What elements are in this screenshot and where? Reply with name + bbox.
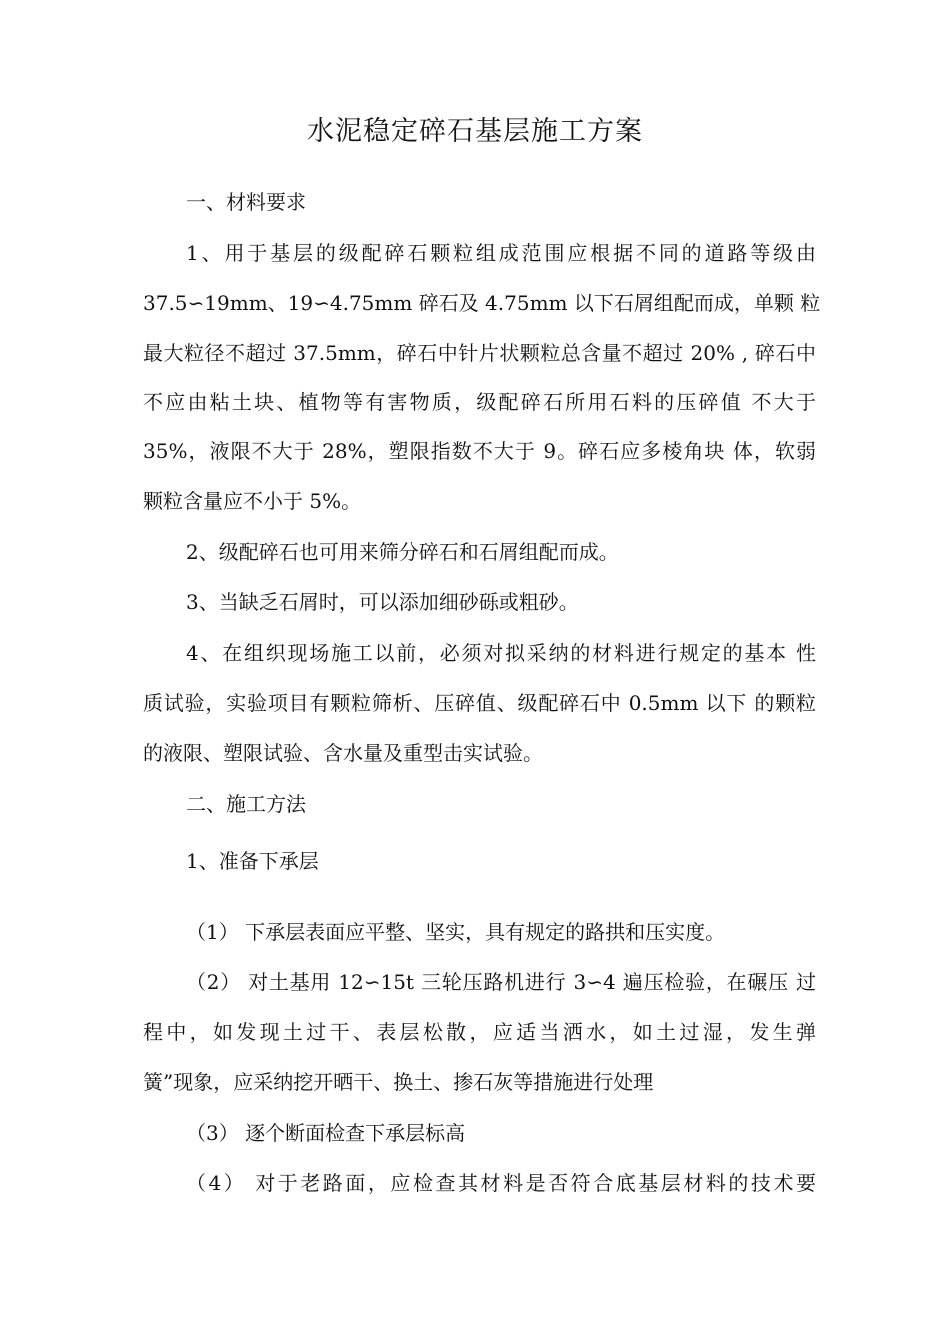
paragraph-line: 颗粒含量应不小于 5%。	[143, 489, 362, 513]
paragraph-line: 簧”现象，应采纳挖开晒干、换土、掺石灰等措施进行处理	[143, 1070, 654, 1094]
list-item: （4） 对于老路面，应检查其材料是否符合底基层材料的技术要	[186, 1171, 816, 1195]
paragraph-line: 的液限、塑限试验、含水量及重型击实试验。	[143, 741, 543, 765]
section-heading-methods: 二、施工方法	[186, 792, 306, 816]
paragraph-line: 37.5∽19mm、19∽4.75mm 碎石及 4.75mm 以下石屑组配而成，单颗 粒	[143, 291, 821, 315]
paragraph-line: 4、在组织现场施工以前，必须对拟采纳的材料进行规定的基本 性	[186, 641, 816, 665]
paragraph-line: 3、当缺乏石屑时，可以添加细砂砾或粗砂。	[186, 590, 579, 614]
paragraph-line: 1、用于基层的级配碎石颗粒组成范围应根据不同的道路等级由	[186, 241, 816, 265]
paragraph-line: 35%，液限不大于 28%，塑限指数不大于 9。碎石应多棱角块 体，软弱	[143, 439, 816, 463]
paragraph-line: 程中，如发现土过干、表层松散，应适当洒水，如土过湿，发生弹	[143, 1020, 816, 1044]
paragraph-line: 2、级配碎石也可用来筛分碎石和石屑组配而成。	[186, 540, 619, 564]
section-heading-materials: 一、材料要求	[186, 190, 306, 214]
list-item: （1） 下承层表面应平整、坚实，具有规定的路拱和压实度。	[186, 920, 726, 944]
document-title: 水泥稳定碎石基层施工方案	[307, 116, 643, 147]
paragraph-line: 最大粒径不超过 37.5mm，碎石中针片状颗粒总含量不超过 20% , 碎石中	[143, 341, 816, 365]
subsection-heading: 1、准备下承层	[186, 849, 319, 873]
list-item: （3） 逐个断面检查下承层标高	[186, 1121, 466, 1145]
list-item: （2） 对土基用 12∽15t 三轮压路机进行 3∽4 遍压检验，在碾压 过	[186, 970, 816, 994]
paragraph-line: 不应由粘土块、植物等有害物质，级配碎石所用石料的压碎值 不大于	[143, 390, 816, 414]
paragraph-line: 质试验，实验项目有颗粒筛析、压碎值、级配碎石中 0.5mm 以下 的颗粒	[143, 691, 816, 715]
